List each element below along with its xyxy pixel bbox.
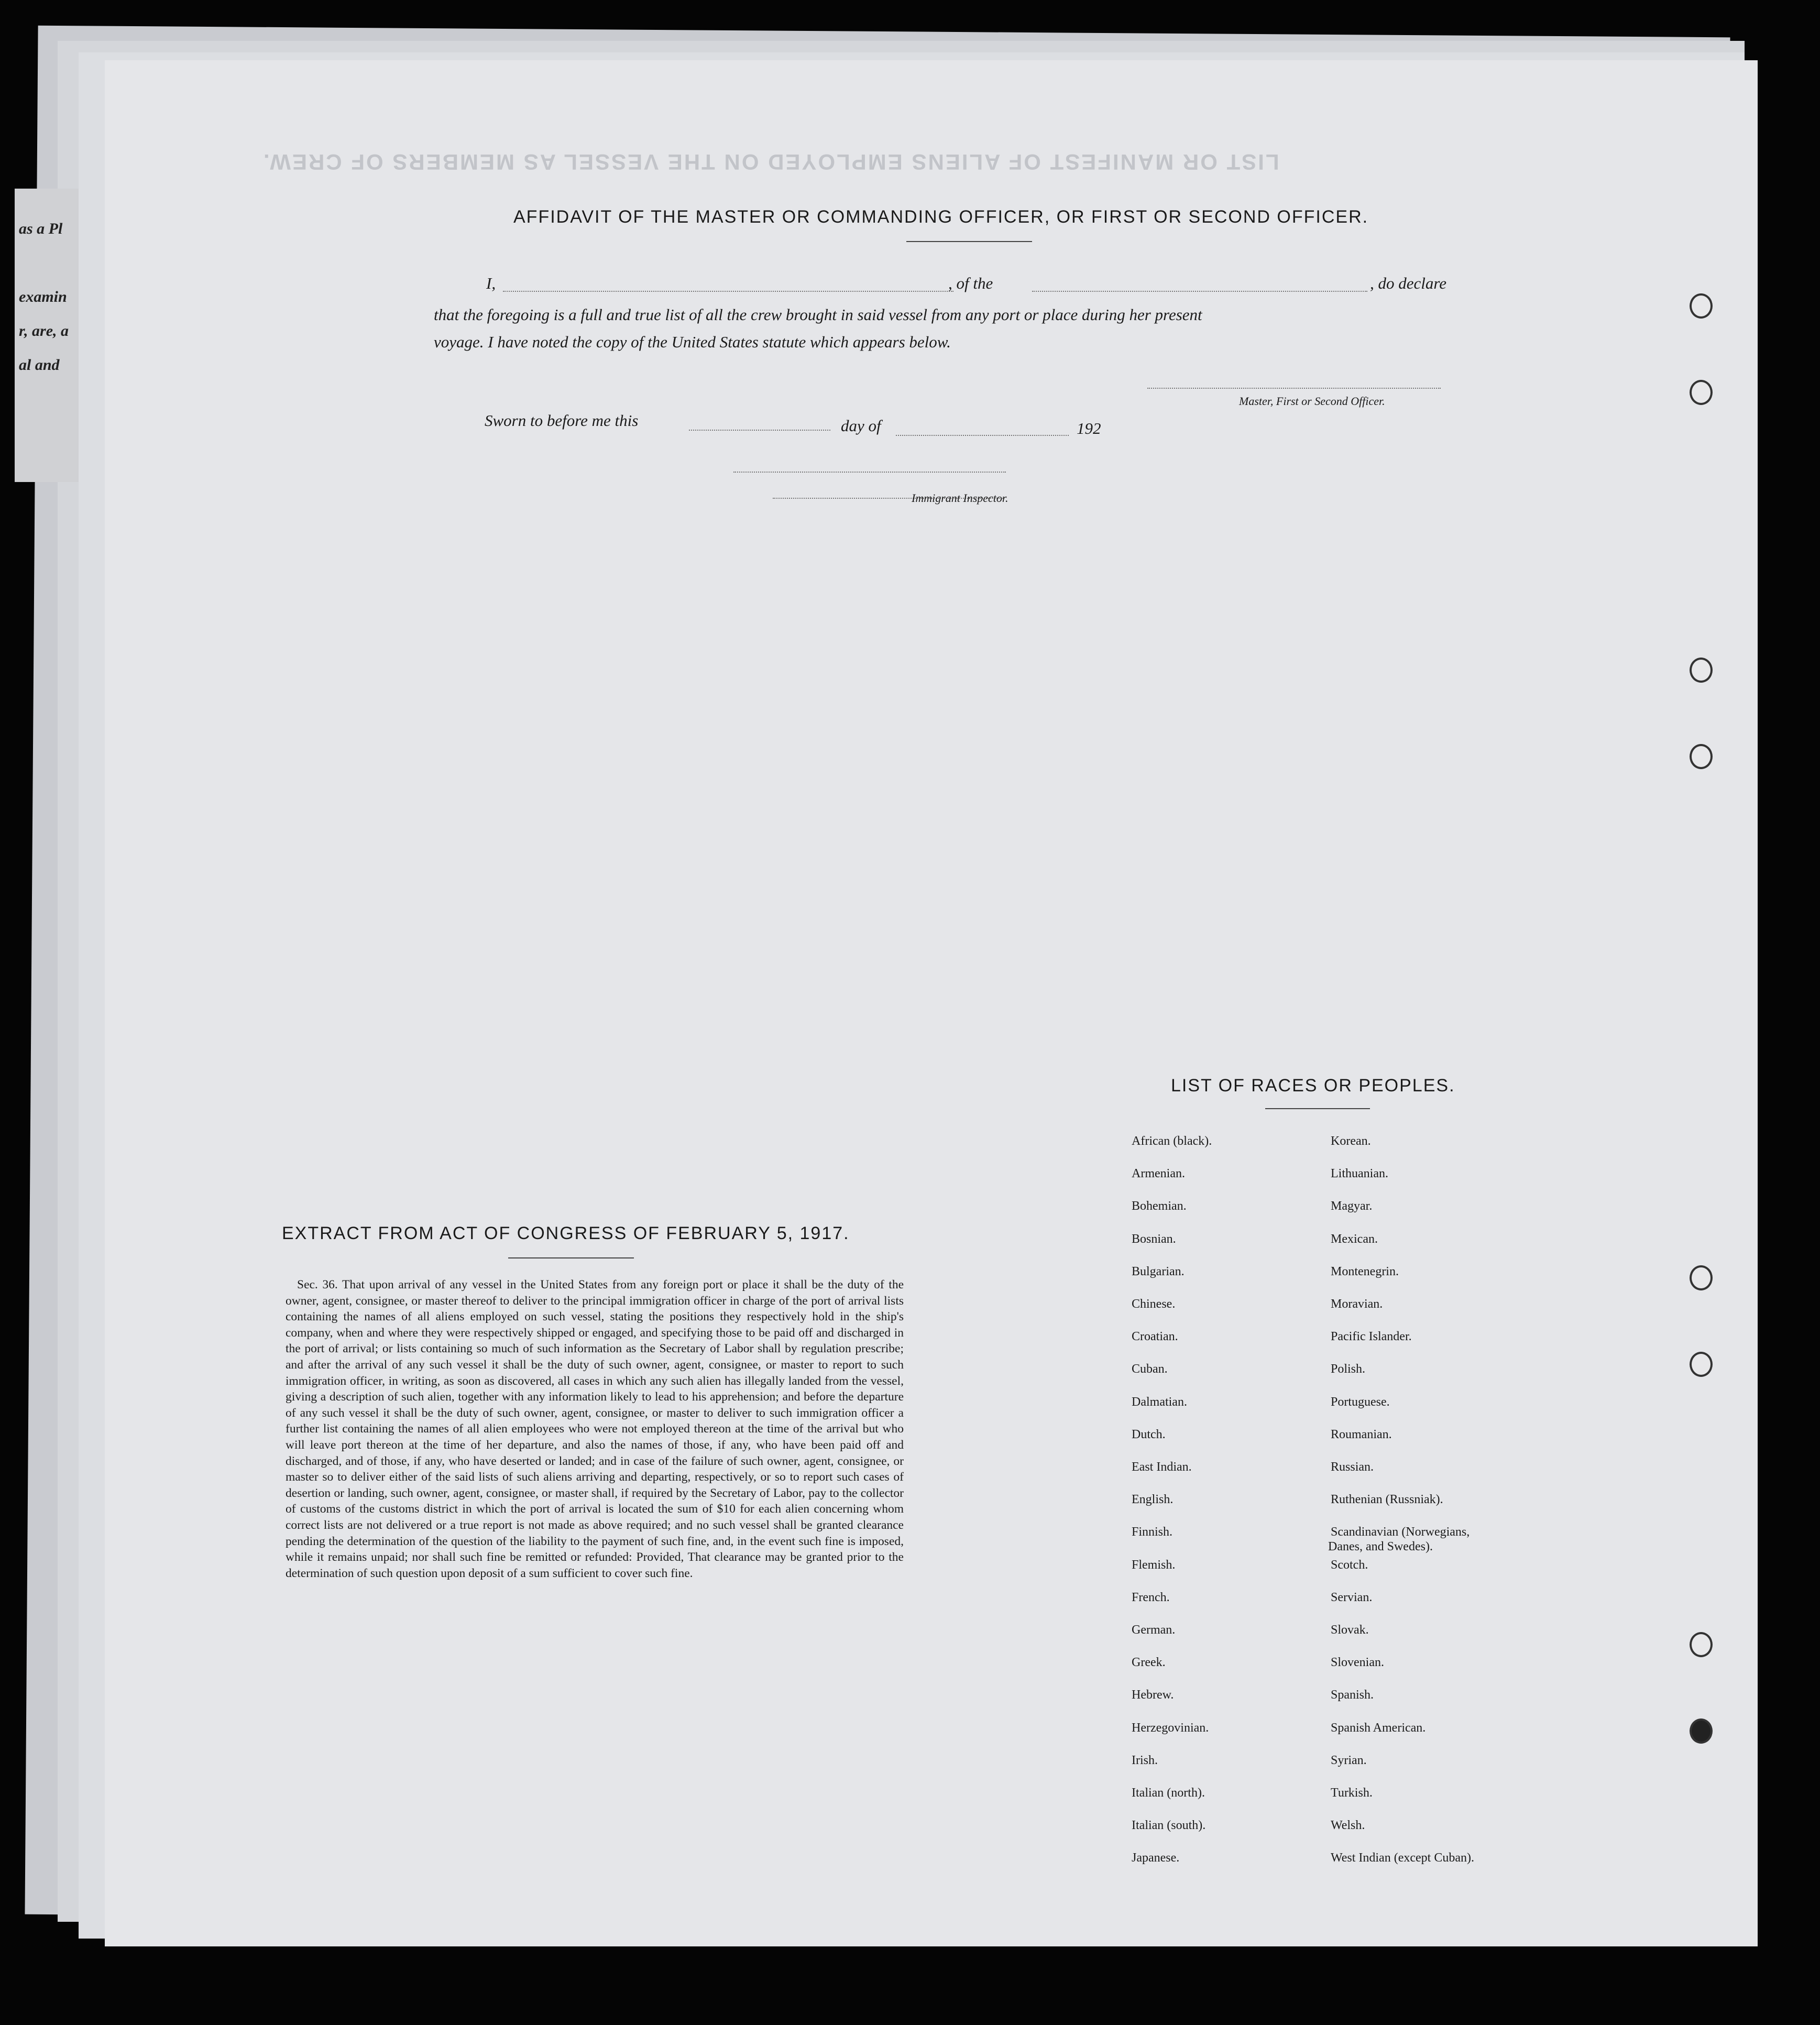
race-item: Danes, and Swedes). (1328, 1540, 1433, 1554)
strip-text: examin (19, 288, 67, 305)
document-page (105, 60, 1758, 1946)
race-item: Finnish. (1132, 1525, 1173, 1539)
strip-text: as a Pl (19, 220, 63, 237)
race-item: Cuban. (1132, 1362, 1168, 1376)
affidavit-line3: voyage. I have noted the copy of the United States statute which appears below. (434, 333, 951, 351)
race-item: German. (1132, 1623, 1176, 1637)
affidavit-i: I, (486, 274, 496, 292)
race-item: Bosnian. (1132, 1232, 1176, 1246)
race-item: Moravian. (1331, 1297, 1383, 1311)
race-item: Spanish American. (1331, 1721, 1426, 1735)
strip-text: r, are, a (19, 322, 69, 340)
race-item: English. (1132, 1493, 1174, 1507)
inspector-label: Immigrant Inspector. (912, 491, 1008, 505)
race-item: East Indian. (1132, 1460, 1192, 1474)
race-item: Flemish. (1132, 1558, 1176, 1572)
race-item: Magyar. (1331, 1199, 1373, 1213)
race-item: Irish. (1132, 1753, 1158, 1767)
race-item: Chinese. (1132, 1297, 1176, 1311)
affidavit-declare: , do declare (1370, 274, 1447, 292)
race-item: Japanese. (1132, 1851, 1180, 1865)
race-item: Russian. (1331, 1460, 1374, 1474)
race-item: Dalmatian. (1132, 1395, 1187, 1409)
race-item: Bohemian. (1132, 1199, 1187, 1213)
extract-body: Sec. 36. That upon arrival of any vessel in the United States from any foreign port or place it shall be the duty of the owner, agent, consignee, or master thereof to deliver to the principal immigration officer in charge of the port of arrival lists containing the names of all aliens employed on such vessel, stating the positions they respectively hold in the ship's company, when and where they were respectively shipped or engaged, and specifying those to be paid off and discharged in the port of arrival; or lists containing so much of such information as the Secretary of Labor shall by regulation prescribe; and after the arrival of any such vessel it shall be the duty of such owner, agent, consignee, or master to report to such immigration officer, in writing, as soon as discovered, all cases in which any such alien has illegally landed from the vessel, giving a description of such alien, together with any information likely to lead to his apprehension; and before the departure of any such vessel it shall be the duty of such owner, agent, consignee, or master to deliver to such immigration officer a further list containing the names of all alien employees who were not employed thereon at the time of the arrival but who will leave port thereon at the time of her departure, and also the names of those, if any, who have been paid off and discharged, and of those, if any, who have deserted or landed; and in case of the failure of such owner, agent, consignee, or master so to deliver either of the said lists of such aliens arriving and departing, respectively, or so to report such cases of desertion or landing, such owner, agent, consignee, or master shall, if required by the Secretary of Labor, pay to the collector of customs of the customs district in which the port of arrival is located the sum of $10 for each alien concerning whom correct lists are not delivered or a true report is not made as above required; and no such vessel shall be granted clearance pending the determination of the question of the liability to the payment of such fine, and, in the event such fine is imposed, while it remains unpaid; nor shall such fine be remitted or refunded: Provided, That clearance may be granted prior to the determination of such question upon deposit of a sum sufficient to cover such fine. (286, 1278, 904, 1580)
race-item: Pacific Islander. (1331, 1330, 1412, 1344)
races-title: LIST OF RACES OR PEOPLES. (1171, 1076, 1455, 1096)
extract-title: EXTRACT FROM ACT OF CONGRESS OF FEBRUARY 5, 1917. (282, 1223, 850, 1243)
race-item: Croatian. (1132, 1330, 1178, 1344)
race-item: Slovenian. (1331, 1656, 1384, 1670)
sworn-text: Sworn to before me this (485, 411, 639, 430)
race-item: Scandinavian (Norwegians, (1331, 1525, 1470, 1539)
race-item: Italian (south). (1132, 1819, 1206, 1833)
race-item: Roumanian. (1331, 1427, 1392, 1441)
affidavit-of-the: , of the (948, 274, 993, 292)
race-item: Bulgarian. (1132, 1264, 1185, 1278)
race-item: Welsh. (1331, 1819, 1365, 1833)
race-item: Syrian. (1331, 1753, 1367, 1767)
strip-text: al and (19, 356, 60, 374)
race-item: African (black). (1132, 1134, 1212, 1148)
race-item: Korean. (1331, 1134, 1371, 1148)
race-item: Servian. (1331, 1590, 1373, 1604)
race-item: Scotch. (1331, 1558, 1368, 1572)
race-item: Portuguese. (1331, 1395, 1390, 1409)
race-item: Polish. (1331, 1362, 1366, 1376)
race-item: Herzegovinian. (1132, 1721, 1209, 1735)
race-item: Spanish. (1331, 1688, 1374, 1702)
master-label: Master, First or Second Officer. (1239, 395, 1385, 408)
affidavit-line2: that the foregoing is a full and true list of all the crew brought in said vessel from any port or place during her present (434, 305, 1202, 324)
race-item: Lithuanian. (1331, 1167, 1388, 1181)
race-item: Armenian. (1132, 1167, 1185, 1181)
race-item: Mexican. (1331, 1232, 1378, 1246)
year-prefix: 192 (1077, 419, 1101, 437)
day-of-text: day of (841, 417, 881, 435)
race-item: Greek. (1132, 1656, 1166, 1670)
affidavit-title: AFFIDAVIT OF THE MASTER OR COMMANDING OFFICER, OR FIRST OR SECOND OFFICER. (513, 207, 1369, 227)
race-item: French. (1132, 1590, 1170, 1604)
race-item: Italian (north). (1132, 1786, 1205, 1800)
race-item: West Indian (except Cuban). (1331, 1851, 1474, 1865)
race-item: Turkish. (1331, 1786, 1373, 1800)
race-item: Hebrew. (1132, 1688, 1174, 1702)
race-item: Montenegrin. (1331, 1264, 1399, 1278)
show-through-heading: LIST OR MANIFEST OF ALIENS EMPLOYED ON THE VESSEL AS MEMBERS OF CREW. (262, 150, 1279, 174)
race-item: Slovak. (1331, 1623, 1369, 1637)
race-item: Dutch. (1132, 1427, 1166, 1441)
race-item: Ruthenian (Russniak). (1331, 1493, 1443, 1507)
races-list (105, 60, 1758, 1946)
